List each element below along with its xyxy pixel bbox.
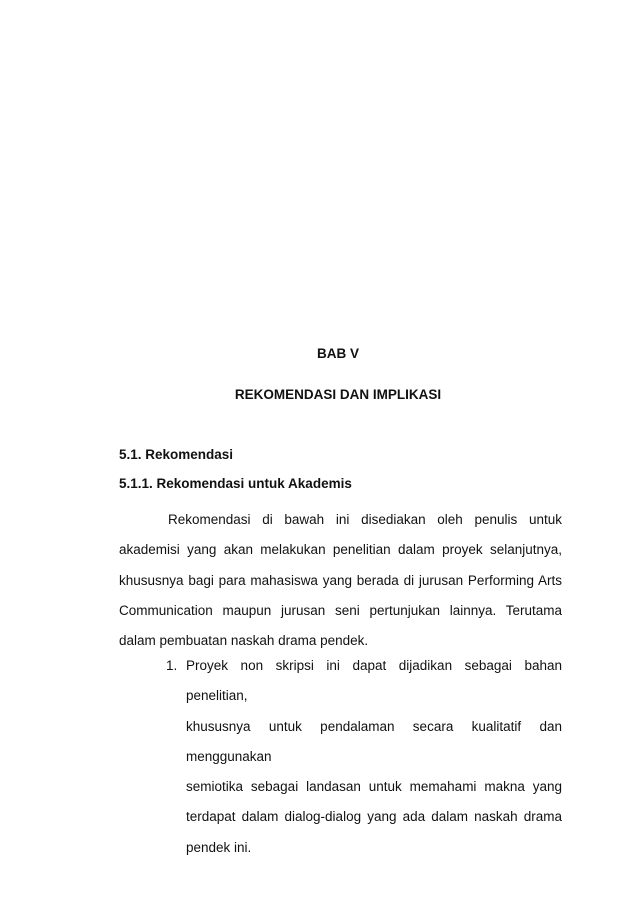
list-item-line: pendek ini. xyxy=(186,839,252,855)
list-item-line: semiotika sebagai landasan untuk memahami makna yang xyxy=(186,779,562,795)
body-paragraph: Rekomendasi di bawah ini disediakan oleh penulis untuk akademisi yang akan melakukan penelitian dalam proyek selanjutnya, khususnya bagi para mahasiswa yang berada di jurusan Performing Arts Communication maupun jurusan seni pertunjukan lainnya. Terutama dalam pembuatan naskah drama pendek. xyxy=(119,512,562,649)
section-heading: 5.1. Rekomendasi xyxy=(119,447,234,462)
list-item xyxy=(119,651,562,863)
chapter-title: REKOMENDASI DAN IMPLIKASI xyxy=(234,387,442,402)
list-item-line: terdapat dalam dialog-dialog yang ada dalam naskah drama xyxy=(186,809,562,825)
recommendation-list xyxy=(119,651,562,863)
subsection-heading: 5.1.1. Rekomendasi untuk Akademis xyxy=(119,476,352,491)
list-item-number: 1. xyxy=(166,658,178,673)
chapter-number: BAB V xyxy=(316,346,359,361)
list-item-line: khususnya untuk pendalaman secara kualitatif dan menggunakan xyxy=(186,718,562,764)
list-item-line: Proyek non skripsi ini dapat dijadikan sebagai bahan penelitian, xyxy=(186,658,562,704)
